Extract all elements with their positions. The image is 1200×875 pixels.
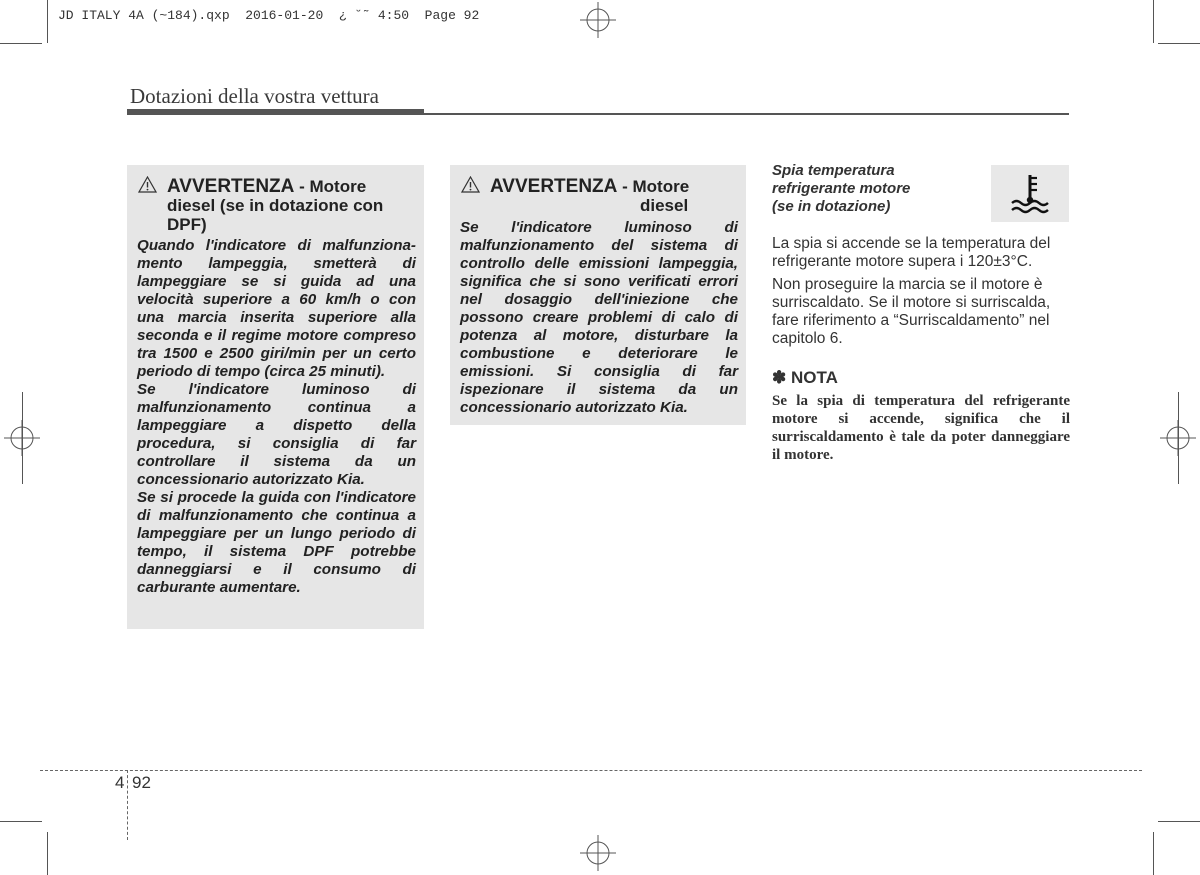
body-paragraph: Non proseguire la marcia se il motore è surriscaldato. Se il motore si surriscalda, fare riferimento a “Surriscaldamento” nel capitolo 6. — [772, 276, 1051, 347]
coolant-heading-line: refrigerante motore — [772, 180, 911, 197]
warning-box-dpf — [127, 165, 424, 629]
warning-title-line: DPF) — [167, 215, 207, 234]
warning-text — [460, 219, 738, 417]
warning-box-diesel — [450, 165, 746, 425]
crop-mark — [1153, 0, 1154, 43]
section-title: Dotazioni della vostra vettura — [130, 84, 379, 108]
crop-mark — [22, 392, 23, 484]
coolant-temperature-icon-box — [991, 165, 1069, 222]
footer-rule — [40, 770, 1142, 771]
note-heading: ✽ NOTA — [772, 368, 838, 387]
coolant-description — [772, 235, 1070, 353]
warning-title-line: diesel — [640, 196, 689, 215]
body-paragraph: La spia si accende se la temperatura del refrigerante motore supera i 120±3°C. — [772, 235, 1051, 270]
coolant-heading — [772, 162, 910, 216]
crop-mark — [1158, 821, 1200, 822]
warning-triangle-icon — [461, 176, 480, 193]
coolant-heading-line: (se in dotazione) — [772, 198, 891, 215]
warning-paragraph: Quando l'indicatore di malfunziona-mento lampeggia, smetterà di lampeggiare se si guida ad una velocità superiore a 60 km/h o con una marcia inserita superiore alla seconda e il regime motore compreso tra 1500 e 2500 giri/min per un certo periodo di tempo (circa 25 minuti). — [137, 237, 416, 380]
crop-mark — [47, 0, 48, 43]
warning-title — [490, 177, 735, 215]
warning-paragraph: Se l'indicatore luminoso di malfunzionamento continua a lampeggiare a dispetto della procedura, si consiglia di far controllare il sistema da un concessionario autorizzato Kia. — [137, 381, 416, 488]
warning-label: AVVERTENZA — [490, 176, 618, 197]
footer-divider — [127, 770, 128, 840]
chapter-number: 4 — [115, 773, 125, 792]
crop-mark — [1153, 832, 1154, 875]
coolant-heading-line: Spia temperatura — [772, 162, 895, 179]
registration-mark-icon — [580, 835, 616, 871]
crop-mark — [1158, 43, 1200, 44]
crop-mark — [47, 832, 48, 875]
warning-triangle-icon — [138, 176, 157, 193]
warning-title-line: diesel (se in dotazione con — [167, 196, 384, 215]
crop-mark — [0, 43, 42, 44]
crop-mark — [0, 821, 42, 822]
warning-text — [137, 237, 416, 597]
warning-paragraph: Se l'indicatore luminoso di malfunzionamento del sistema di controllo delle emissioni lampeggia, significa che si sono verificati errori nel dosaggio dell'iniezione che possono creare problemi di calo di potenza al motore, disturbare la combustione e deteriorare le emissioni. Si consiglia di far ispezionare il sistema da un concessionario autorizzato Kia. — [460, 219, 738, 416]
crop-mark — [1178, 392, 1179, 484]
registration-mark-icon — [580, 2, 616, 38]
note-text: Se la spia di temperatura del refrigerante motore si accende, significa che il surriscaldamento è tale da poter danneggiare il motore. — [772, 393, 1070, 463]
coolant-temperature-icon — [991, 165, 1069, 222]
warning-label: AVVERTENZA — [167, 176, 295, 197]
print-slug: JD ITALY 4A (~184).qxp 2016-01-20 ¿ ˘˜ 4:50 Page 92 — [58, 8, 480, 23]
header-rule — [424, 113, 1069, 115]
warning-title-rest: - Motore — [617, 177, 690, 196]
warning-title-rest: - Motore — [294, 177, 367, 196]
warning-paragraph: Se si procede la guida con l'indicatore di malfunzionamento che continua a lampeggiare per un lungo periodo di tempo, il sistema DPF potrebbe danneggiarsi e il consumo di carburante aumentare. — [137, 489, 416, 596]
header-rule — [127, 109, 424, 115]
page-number: 92 — [132, 773, 151, 792]
warning-title — [167, 177, 412, 234]
